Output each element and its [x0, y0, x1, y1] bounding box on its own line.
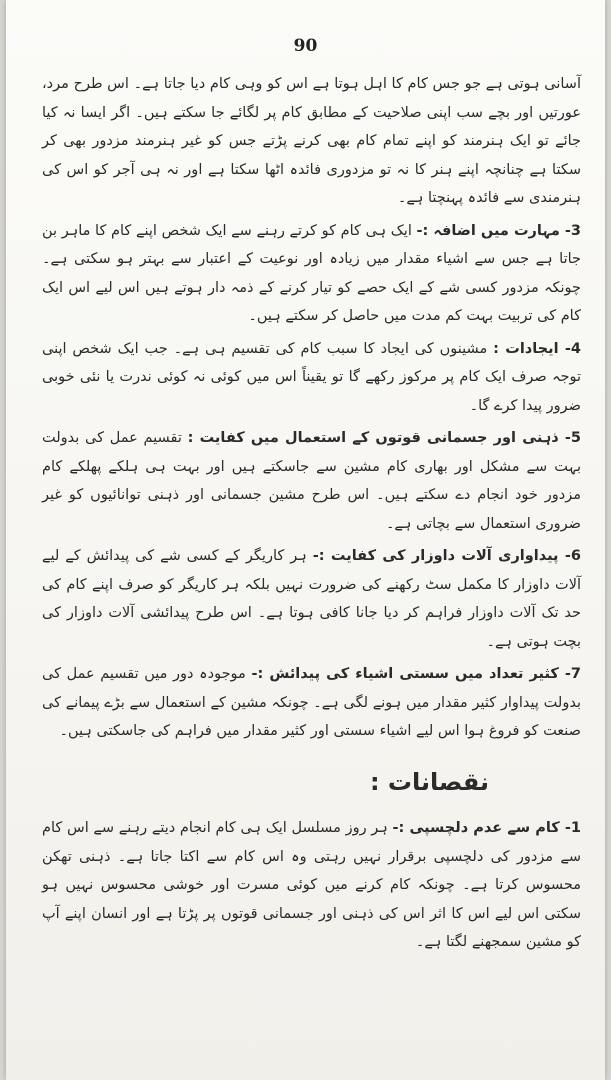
point-text: تقسیم عمل کی بدولت بہت سے مشکل اور بھاری کام مشین سے جاسکتے ہیں اور بہت ہی ہلکے پھلکے کام مزدور خود انجام دے سکتے ہیں۔ اس طرح مشین جسمانی اور ذہنی توانائیوں کو غیر ضروری استعمال سے بچاتی ہے۔: [42, 430, 581, 532]
point-title: 5- ذہنی اور جسمانی قوتوں کے استعمال میں کفایت :: [187, 430, 582, 446]
section-heading: نقصانات :: [369, 767, 489, 796]
point-paragraph: [42, 424, 581, 538]
point-title: 4- ایجادات :: [493, 340, 581, 357]
point-paragraph: [42, 542, 581, 656]
intro-paragraph: آسانی ہوتی ہے جو جس کام کا اہل ہوتا ہے اس کو وہی کام دیا جاتا ہے۔ اس طرح مرد، عورتیں اور بچے سب اپنی صلاحیت کے مطابق کام پر لگائے جا سکتے ہیں۔ اگر ایسا نہ کیا جائے تو ایک ہنرمند کو اپنے تمام کام بھی کرنے پڑتے جس کو غیر ہنرمند مزدور بھی کر سکتا ہے چنانچہ اپنے ہنر کا نہ تو مزدوری فائدہ اٹھا سکتا ہے اور نہ ہی آجر کو اس کی ہنرمندی سے فائدہ پہنچتا ہے۔: [42, 76, 581, 206]
disadvantage-paragraph: [42, 814, 581, 957]
point-text: مشینوں کی ایجاد کا سبب کام کی تقسیم ہی ہے۔ جب ایک شخص اپنی توجہ صرف ایک کام پر مرکوز رکھے گا تو یقیناً اس میں کوئی نہ کوئی ندرت یا نئی خوبی ضرور پیدا کرے گا۔: [42, 340, 581, 414]
page-body: [42, 70, 581, 961]
point-title: 3- مہارت میں اضافہ :-: [416, 222, 582, 239]
book-page: [6, 0, 605, 1080]
point-paragraph: [42, 217, 581, 331]
point-text: موجودہ دور میں تقسیم عمل کی بدولت پیداوار کثیر مقدار میں ہونے لگی ہے۔ چونکہ مشین کے استعمال سے بڑے پیمانے کی صنعت کو فروغ ہوا اس لیے اشیاء سستی اور کثیر مقدار میں فراہم کی جاسکتی ہیں۔: [42, 666, 581, 739]
point-text: ہر روز مسلسل ایک ہی کام انجام دیتے رہنے سے اس کام سے مزدور کی دلچسپی برقرار نہیں رہتی وہ اس کام سے اکتا جاتا ہے۔ ذہنی تھکن محسوس کرتا ہے۔ چونکہ کام کرنے میں کوئی مسرت اور خوشی محسوس نہیں ہو سکتی اس لیے اس کا اثر اس کی ذہنی اور جسمانی قوتوں پر پڑتا ہے اور انسان اپنے آپ کو مشین سمجھنے لگتا ہے۔: [42, 820, 581, 950]
point-paragraph: [42, 660, 581, 746]
point-text: ہر کاریگر کے کسی شے کی پیدائش کے لیے آلات داوزار کا مکمل سٹ رکھنے کی ضرورت نہیں بلکہ ہر کاریگر کو صرف اپنے کام کی حد تک آلات داوزار فراہم کر دیا جانا کافی ہوتا ہے۔ اس طرح پیدائشی آلات داوزار کی بچت ہوتی ہے۔: [42, 548, 581, 650]
point-paragraph: [42, 335, 581, 421]
page-number: 90: [293, 36, 318, 56]
point-text: ایک ہی کام کو کرتے رہنے سے ایک شخص اپنے کام کا ماہر بن جاتا ہے جس سے اشیاء مقدار میں زیادہ اور نوعیت کے اعتبار سے بہتر ہو سکتی ہے۔ چونکہ مزدور کسی شے کے ایک حصے کو تیار کرنے کے ذمہ دار ہوتے ہیں اس لیے اس ایک کام کی تربیت بہت کم مدت میں حاصل کر سکتے ہیں۔: [42, 222, 581, 324]
point-title: 6- پیداواری آلات داوزار کی کفایت :-: [312, 548, 581, 564]
point-title: 1- کام سے عدم دلچسپی :-: [392, 820, 581, 836]
point-title: 7- کثیر تعداد میں سستی اشیاء کی پیدائش :-: [251, 666, 582, 682]
